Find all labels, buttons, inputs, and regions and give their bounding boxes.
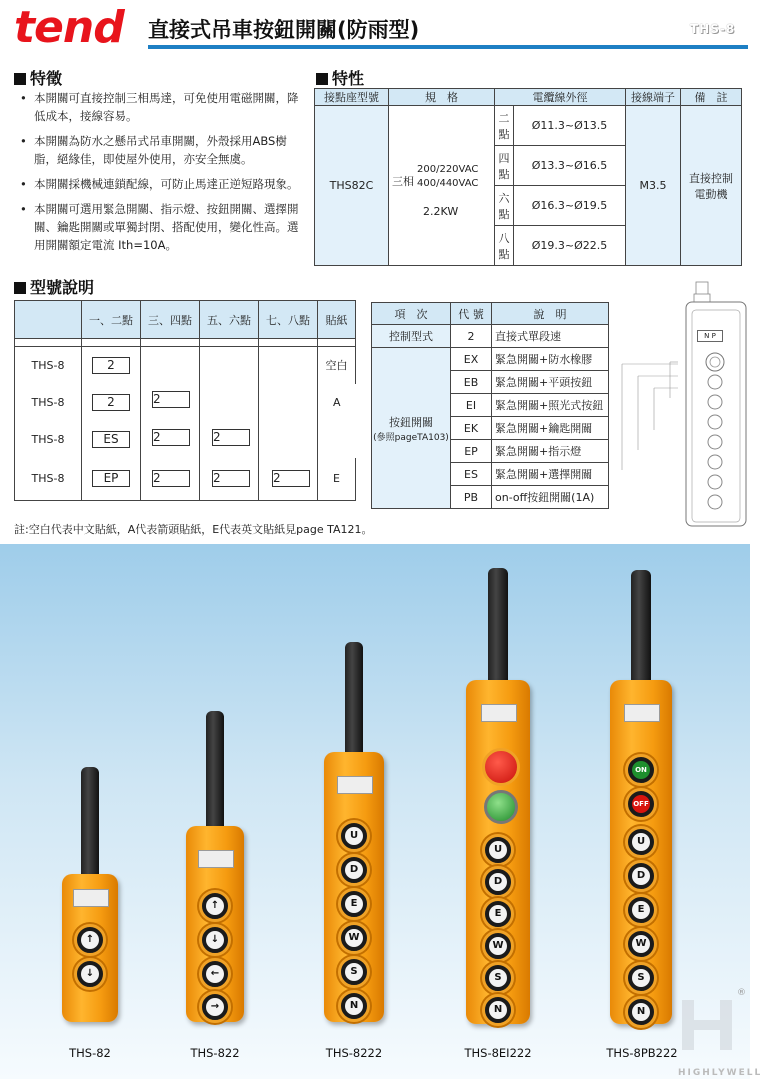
code-desc: 緊急開關+平頭按鈕 [492, 371, 609, 394]
button-u: U [625, 826, 657, 858]
cable [631, 570, 651, 698]
model-box: 2 [272, 470, 310, 487]
code-header: 項 次 [372, 303, 451, 325]
model-label [73, 889, 109, 907]
spec-voltage1: 200/220VAC [417, 163, 479, 175]
features-heading [14, 66, 62, 89]
watermark-text: HIGHLYWELL [678, 1068, 762, 1078]
cable [488, 568, 508, 698]
spec-voltage2: 400/440VAC [417, 177, 479, 189]
caption: THS-822 [190, 1046, 240, 1060]
pendant-ths-8pb222 [610, 544, 672, 1044]
button-up-icon: ↑ [74, 924, 106, 956]
pendant-ths-8222 [324, 544, 384, 1044]
code-code: EK [451, 417, 492, 440]
spec-header: 電纜線外徑 [495, 89, 626, 106]
model-name: THS-8 [15, 458, 82, 501]
cable-dia: Ø16.3~Ø19.5 [514, 186, 626, 226]
spec-power: 2.2KW [423, 204, 459, 218]
model-sticker [318, 421, 356, 458]
model-desc-heading-text: 型號說明 [30, 278, 95, 297]
code-code: ES [451, 463, 492, 486]
button-on: ON [625, 754, 657, 786]
emergency-stop-button [482, 748, 520, 786]
page-title: 直接式吊車按鈕開關(防雨型) [148, 18, 420, 42]
button-d: D [482, 866, 514, 898]
product-photo [0, 544, 762, 1079]
header-rule [148, 45, 748, 49]
code-table [371, 302, 609, 509]
spec-header: 規 格 [389, 89, 495, 106]
button-down-icon: ↓ [199, 924, 231, 956]
button-s: S [482, 962, 514, 994]
cable [81, 767, 99, 877]
button-s: S [625, 962, 657, 994]
spec-header: 接點座型號 [315, 89, 389, 106]
cable-points: 六點 [495, 186, 514, 226]
specs-heading [316, 66, 364, 89]
code-item: 控制型式 [372, 325, 451, 348]
model-sticker: 空白 [318, 347, 356, 384]
square-icon [14, 282, 26, 294]
model-name: THS-8 [15, 347, 82, 384]
code-code: PB [451, 486, 492, 509]
button-n: N [482, 994, 514, 1026]
model-box: 2 [152, 470, 190, 487]
code-desc: 緊急開關+照光式按鈕 [492, 394, 609, 417]
model-tag: THS-8 [690, 22, 736, 36]
button-w: W [482, 930, 514, 962]
code-code: 2 [451, 325, 492, 348]
spec-phase: 三相 [392, 174, 414, 188]
square-icon [316, 73, 328, 85]
spec-terminal: M3.5 [626, 106, 681, 266]
model-name: THS-8 [15, 384, 82, 421]
model-label [198, 850, 234, 868]
button-u: U [338, 820, 370, 852]
button-d: D [625, 860, 657, 892]
model-box: 2 [152, 429, 190, 446]
model-name: THS-8 [15, 421, 82, 458]
caption: THS-82 [69, 1046, 111, 1060]
button-w: W [338, 922, 370, 954]
button-up-icon: ↑ [199, 890, 231, 922]
button-u: U [482, 834, 514, 866]
code-desc: 緊急開關+鑰匙開關 [492, 417, 609, 440]
model-header [15, 301, 82, 339]
model-header: 一、二點 [82, 301, 141, 339]
model-sticker: A [318, 384, 356, 421]
features-heading-text: 特徵 [30, 69, 63, 88]
cable-dia: Ø13.3~Ø16.5 [514, 146, 626, 186]
model-box: 2 [92, 357, 130, 374]
model-box: 2 [212, 429, 250, 446]
model-box: 2 [152, 391, 190, 408]
button-e: E [625, 894, 657, 926]
cable-points: 四點 [495, 146, 514, 186]
cable-dia: Ø19.3~Ø22.5 [514, 226, 626, 266]
spec-model: THS82C [315, 106, 389, 266]
code-group-ref: (參照pageTA103) [373, 432, 449, 443]
model-box: ES [92, 431, 130, 448]
code-code: EB [451, 371, 492, 394]
button-e: E [482, 898, 514, 930]
model-header: 三、四點 [141, 301, 200, 339]
cable-points: 二點 [495, 106, 514, 146]
cable-points: 八點 [495, 226, 514, 266]
button-s: S [338, 956, 370, 988]
dimension-diagram [618, 280, 746, 528]
spec-remark: 直接控制電動機 [681, 106, 742, 266]
code-desc: 緊急開關+指示燈 [492, 440, 609, 463]
code-desc: on-off按鈕開關(1A) [492, 486, 609, 509]
spec-header: 備 註 [681, 89, 742, 106]
model-cell [82, 347, 141, 384]
button-n: N [338, 990, 370, 1022]
code-code: EI [451, 394, 492, 417]
model-header: 七、八點 [259, 301, 318, 339]
np-label: N P [697, 330, 723, 342]
model-label [624, 704, 660, 722]
brand-logo: tend [14, 2, 124, 53]
caption: THS-8222 [325, 1046, 383, 1060]
specs-heading-text: 特性 [332, 69, 365, 88]
spec-header: 接線端子 [626, 89, 681, 106]
model-sticker: E [318, 458, 356, 501]
model-box: 2 [212, 470, 250, 487]
button-n: N [625, 996, 657, 1028]
pendant-ths-82 [62, 544, 118, 1044]
cable [206, 711, 224, 841]
code-desc: 直接式單段速 [492, 325, 609, 348]
pendant-ths-822 [186, 544, 244, 1044]
features-list [18, 89, 308, 261]
square-icon [14, 73, 26, 85]
button-e: E [338, 888, 370, 920]
model-desc-heading [14, 275, 94, 298]
pendant-ths-8ei222 [466, 544, 530, 1044]
code-desc: 緊急開關+選擇開關 [492, 463, 609, 486]
button-left-icon: ← [199, 958, 231, 990]
caption: THS-8EI222 [464, 1046, 532, 1060]
code-group [372, 348, 451, 509]
code-code: EX [451, 348, 492, 371]
code-desc: 緊急開關+防水橡膠 [492, 348, 609, 371]
button-down-icon: ↓ [74, 958, 106, 990]
button-w: W [625, 928, 657, 960]
model-label [481, 704, 517, 722]
cable-dia: Ø11.3~Ø13.5 [514, 106, 626, 146]
model-header: 貼紙 [318, 301, 356, 339]
feature-item: • 本開關採機械連鎖配線，可防止馬達正逆短路現象。 [18, 175, 308, 193]
caption: THS-8PB222 [606, 1046, 678, 1060]
feature-item: • 本開關可直接控制三相馬達，可免使用電磁開關，降低成本，接線容易。 [18, 89, 308, 125]
button-off: OFF [625, 788, 657, 820]
button-right-icon: → [199, 991, 231, 1023]
model-header: 五、六點 [200, 301, 259, 339]
illuminated-button [484, 790, 518, 824]
model-box: 2 [92, 394, 130, 411]
watermark-logo-icon [676, 990, 738, 1060]
code-header: 說 明 [492, 303, 609, 325]
registered-mark: ® [737, 988, 746, 998]
code-header: 代 號 [451, 303, 492, 325]
specs-table [314, 88, 742, 266]
model-label [337, 776, 373, 794]
button-d: D [338, 854, 370, 886]
feature-item: • 本開關為防水之懸吊式吊車開關，外殼採用ABS樹脂，絕緣佳，即使屋外使用，亦安全無虞。 [18, 132, 308, 168]
model-box: EP [92, 470, 130, 487]
code-group-label: 按鈕開關 [389, 415, 433, 429]
footnote: 註:空白代表中文貼紙，A代表箭頭貼紙，E代表英文貼紙見page TA121。 [14, 523, 373, 536]
spec-rating [389, 106, 495, 266]
code-code: EP [451, 440, 492, 463]
feature-item: • 本開關可選用緊急開關、指示燈、按鈕開關、選擇開關、鑰匙開關或單獨封閉、搭配使用，變化性高。選用開關額定電流 Ith=10A。 [18, 200, 308, 254]
